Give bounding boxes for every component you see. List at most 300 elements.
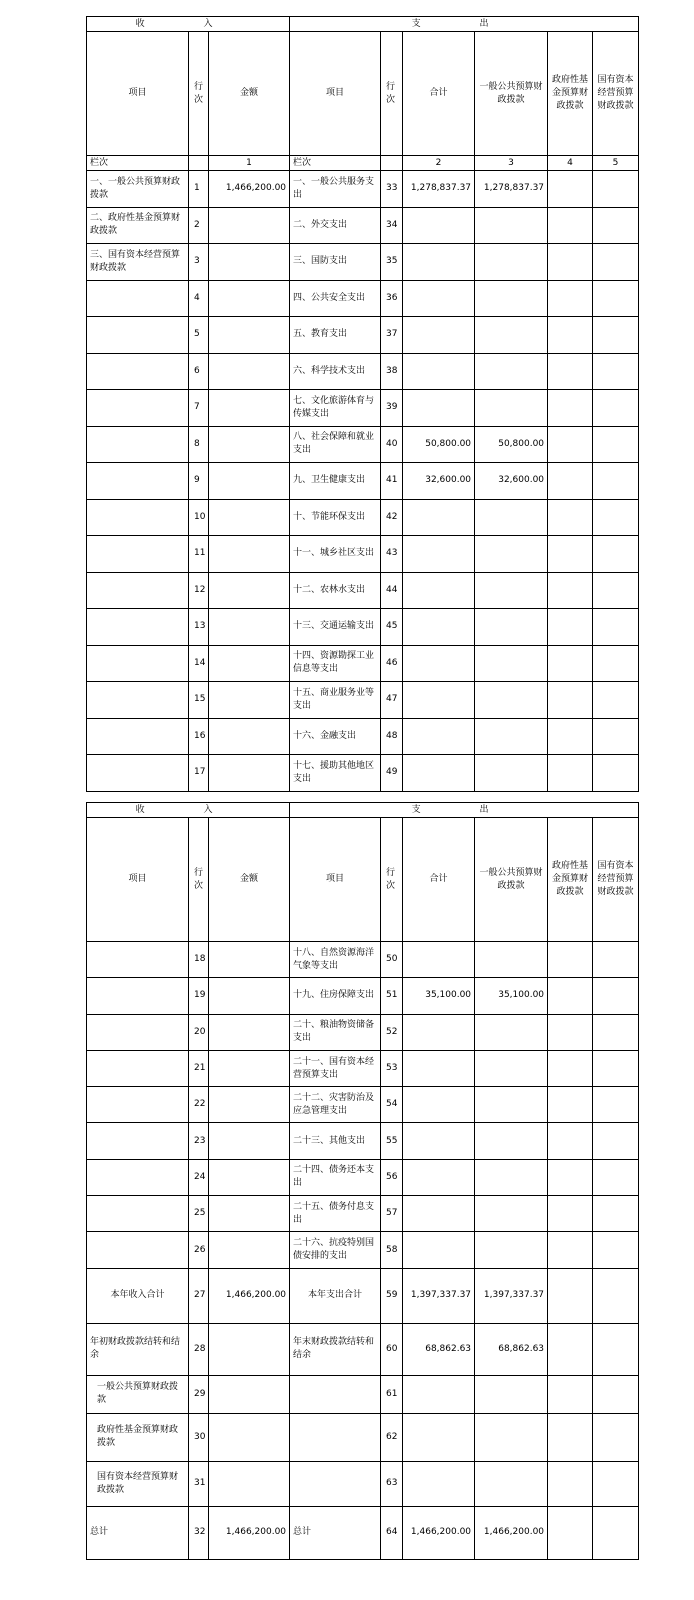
- state-capital-amount: [593, 609, 639, 646]
- income-row-number: 19: [189, 978, 209, 1014]
- income-row-number: 12: [189, 572, 209, 609]
- state-capital-amount: [593, 244, 639, 281]
- total-amount: [403, 244, 475, 281]
- income-item: [87, 1050, 189, 1086]
- state-capital-header: 国有资本经营预算财政拨款: [593, 818, 639, 942]
- general-budget-amount: [475, 1123, 548, 1159]
- total-amount: 32,600.00: [403, 463, 475, 500]
- expense-item: 二十三、其他支出: [290, 1123, 381, 1159]
- income-amount: [209, 609, 290, 646]
- total-amount: [403, 1159, 475, 1195]
- expense-header: 支 出: [290, 803, 639, 818]
- income-amount: [209, 1323, 290, 1375]
- general-budget-amount: [475, 353, 548, 390]
- amount-header: 金额: [209, 818, 290, 942]
- income-item: [87, 426, 189, 463]
- fund-budget-amount: [548, 1159, 593, 1195]
- general-budget-amount: [475, 682, 548, 719]
- income-row-number: 8: [189, 426, 209, 463]
- expense-row-number: 56: [381, 1159, 403, 1195]
- total-amount: [403, 942, 475, 978]
- income-item: [87, 1087, 189, 1123]
- fund-budget-amount: [548, 426, 593, 463]
- general-budget-amount: [475, 1014, 548, 1050]
- income-item: [87, 718, 189, 755]
- income-amount: [209, 1123, 290, 1159]
- expense-row-number: 63: [381, 1461, 403, 1506]
- income-item: 国有资本经营预算财政拨款: [87, 1461, 189, 1506]
- state-capital-amount: [593, 1461, 639, 1506]
- expense-row-number: 53: [381, 1050, 403, 1086]
- income-row-number: 6: [189, 353, 209, 390]
- income-row-number: 17: [189, 755, 209, 792]
- general-budget-amount: 50,800.00: [475, 426, 548, 463]
- income-row-number: 22: [189, 1087, 209, 1123]
- fund-budget-amount: [548, 207, 593, 244]
- total-amount: [403, 645, 475, 682]
- income-item: [87, 1123, 189, 1159]
- state-capital-amount: [593, 353, 639, 390]
- general-budget-amount: [475, 499, 548, 536]
- general-budget-amount: [475, 645, 548, 682]
- total-amount: 35,100.00: [403, 978, 475, 1014]
- income-amount: [209, 1413, 290, 1461]
- state-capital-amount: [593, 317, 639, 354]
- income-item-header: 项目: [87, 32, 189, 156]
- state-capital-amount: [593, 536, 639, 573]
- expense-item: 六、科学技术支出: [290, 353, 381, 390]
- fund-budget-amount: [548, 1050, 593, 1086]
- fund-budget-amount: [548, 353, 593, 390]
- expense-item: 五、教育支出: [290, 317, 381, 354]
- summary-rows: [87, 1268, 639, 1559]
- income-amount: [209, 718, 290, 755]
- income-amount: [209, 682, 290, 719]
- fund-budget-amount: [548, 171, 593, 208]
- amount-header: 金额: [209, 32, 290, 156]
- table-row: [87, 682, 639, 719]
- table-row: [87, 280, 639, 317]
- income-row-number: 32: [189, 1506, 209, 1559]
- total-amount: [403, 536, 475, 573]
- income-item: 二、政府性基金预算财政拨款: [87, 207, 189, 244]
- expense-item: 十四、资源勘探工业信息等支出: [290, 645, 381, 682]
- table-row: [87, 1268, 639, 1323]
- state-capital-amount: [593, 1232, 639, 1268]
- expense-item: 二十六、抗疫特别国债安排的支出: [290, 1232, 381, 1268]
- expense-row-number: 42: [381, 499, 403, 536]
- table-row: [87, 1506, 639, 1559]
- state-capital-amount: [593, 718, 639, 755]
- empty-cell: [381, 156, 403, 171]
- state-capital-amount: [593, 1050, 639, 1086]
- table-row: [87, 463, 639, 500]
- state-capital-amount: [593, 1014, 639, 1050]
- table-row: [87, 1087, 639, 1123]
- income-row-number: 14: [189, 645, 209, 682]
- expense-row-number: 43: [381, 536, 403, 573]
- income-amount: 1,466,200.00: [209, 171, 290, 208]
- expense-row-number: 58: [381, 1232, 403, 1268]
- expense-item: 八、社会保障和就业支出: [290, 426, 381, 463]
- table-row: [87, 1461, 639, 1506]
- expense-row-number: 33: [381, 171, 403, 208]
- rows-part2: [87, 942, 639, 1269]
- income-amount: [209, 280, 290, 317]
- state-capital-amount: [593, 207, 639, 244]
- expense-item: 总计: [290, 1506, 381, 1559]
- expense-row-number: 57: [381, 1196, 403, 1232]
- state-capital-amount: [593, 572, 639, 609]
- column-number-1: 1: [209, 156, 290, 171]
- income-row-number: 11: [189, 536, 209, 573]
- income-amount: [209, 645, 290, 682]
- income-item: [87, 609, 189, 646]
- table-row: [87, 1050, 639, 1086]
- income-item: 三、国有资本经营预算财政拨款: [87, 244, 189, 281]
- general-budget-amount: 1,278,837.37: [475, 171, 548, 208]
- expense-row-number: 41: [381, 463, 403, 500]
- income-item: [87, 645, 189, 682]
- income-header: 收 入: [87, 17, 290, 32]
- table-row: [87, 1323, 639, 1375]
- fund-budget-amount: [548, 1232, 593, 1268]
- table-row: [87, 317, 639, 354]
- expense-rowno-header: 行次: [381, 818, 403, 942]
- income-amount: [209, 317, 290, 354]
- general-budget-header: 一般公共预算财政拨款: [475, 818, 548, 942]
- income-row-number: 9: [189, 463, 209, 500]
- income-row-number: 7: [189, 390, 209, 427]
- table-row: [87, 1232, 639, 1268]
- fund-budget-amount: [548, 244, 593, 281]
- income-item: [87, 1232, 189, 1268]
- expense-item: 二、外交支出: [290, 207, 381, 244]
- general-budget-amount: [475, 1087, 548, 1123]
- total-amount: [403, 682, 475, 719]
- income-row-number: 25: [189, 1196, 209, 1232]
- table-row: [87, 536, 639, 573]
- table-row: [87, 1375, 639, 1413]
- income-row-number: 27: [189, 1268, 209, 1323]
- table-row: [87, 942, 639, 978]
- column-label-income: 栏次: [87, 156, 189, 171]
- income-amount: [209, 1159, 290, 1195]
- income-item: [87, 499, 189, 536]
- table-row: [87, 1413, 639, 1461]
- income-row-number: 10: [189, 499, 209, 536]
- total-header: 合计: [403, 32, 475, 156]
- state-capital-amount: [593, 1413, 639, 1461]
- expense-row-number: 61: [381, 1375, 403, 1413]
- general-budget-amount: [475, 244, 548, 281]
- income-amount: [209, 1232, 290, 1268]
- fund-budget-amount: [548, 1375, 593, 1413]
- expense-item: 十九、住房保障支出: [290, 978, 381, 1014]
- income-amount: 1,466,200.00: [209, 1506, 290, 1559]
- expense-row-number: 36: [381, 280, 403, 317]
- table-row: [87, 1123, 639, 1159]
- state-capital-amount: [593, 978, 639, 1014]
- expense-item: 二十一、国有资本经营预算支出: [290, 1050, 381, 1086]
- general-budget-amount: [475, 536, 548, 573]
- income-rowno-header: 行次: [189, 818, 209, 942]
- total-amount: 1,278,837.37: [403, 171, 475, 208]
- fund-budget-amount: [548, 942, 593, 978]
- income-row-number: 1: [189, 171, 209, 208]
- expense-row-number: 46: [381, 645, 403, 682]
- income-row-number: 2: [189, 207, 209, 244]
- expense-item-header: 项目: [290, 818, 381, 942]
- total-amount: [403, 1375, 475, 1413]
- income-amount: [209, 1087, 290, 1123]
- table-row: [87, 499, 639, 536]
- table-row: [87, 645, 639, 682]
- general-budget-amount: 35,100.00: [475, 978, 548, 1014]
- state-capital-amount: [593, 463, 639, 500]
- income-item: 总计: [87, 1506, 189, 1559]
- state-capital-amount: [593, 1268, 639, 1323]
- expense-item: 年末财政拨款结转和结余: [290, 1323, 381, 1375]
- total-amount: 50,800.00: [403, 426, 475, 463]
- income-item: [87, 942, 189, 978]
- income-row-number: 13: [189, 609, 209, 646]
- general-budget-amount: [475, 390, 548, 427]
- budget-table-part1: [86, 16, 639, 792]
- income-amount: [209, 942, 290, 978]
- expense-item: 十一、城乡社区支出: [290, 536, 381, 573]
- general-budget-amount: [475, 1050, 548, 1086]
- fund-budget-amount: [548, 1461, 593, 1506]
- income-item: [87, 755, 189, 792]
- table-row: [87, 353, 639, 390]
- column-number-3: 3: [475, 156, 548, 171]
- table-row: [87, 1196, 639, 1232]
- state-capital-amount: [593, 942, 639, 978]
- state-capital-amount: [593, 1196, 639, 1232]
- general-budget-amount: 1,397,337.37: [475, 1268, 548, 1323]
- expense-item: 七、文化旅游体育与传媒支出: [290, 390, 381, 427]
- general-budget-amount: 1,466,200.00: [475, 1506, 548, 1559]
- total-amount: [403, 609, 475, 646]
- fund-budget-amount: [548, 463, 593, 500]
- state-capital-amount: [593, 280, 639, 317]
- general-budget-amount: [475, 1413, 548, 1461]
- total-amount: 1,466,200.00: [403, 1506, 475, 1559]
- income-item: 政府性基金预算财政拨款: [87, 1413, 189, 1461]
- fund-budget-amount: [548, 1123, 593, 1159]
- expense-row-number: 60: [381, 1323, 403, 1375]
- expense-row-number: 64: [381, 1506, 403, 1559]
- expense-item: 十七、援助其他地区支出: [290, 755, 381, 792]
- expense-item: 一、一般公共服务支出: [290, 171, 381, 208]
- fund-budget-amount: [548, 1087, 593, 1123]
- expense-row-number: 35: [381, 244, 403, 281]
- fund-budget-amount: [548, 755, 593, 792]
- expense-item: 二十四、债务还本支出: [290, 1159, 381, 1195]
- income-item: [87, 572, 189, 609]
- expense-item: 十三、交通运输支出: [290, 609, 381, 646]
- income-row-number: 18: [189, 942, 209, 978]
- expense-item: [290, 1413, 381, 1461]
- income-amount: [209, 755, 290, 792]
- total-amount: [403, 1014, 475, 1050]
- total-amount: [403, 718, 475, 755]
- expense-row-number: 54: [381, 1087, 403, 1123]
- fund-budget-amount: [548, 645, 593, 682]
- total-amount: [403, 1232, 475, 1268]
- expense-row-number: 49: [381, 755, 403, 792]
- income-amount: [209, 572, 290, 609]
- fund-budget-amount: [548, 1413, 593, 1461]
- general-budget-amount: [475, 1232, 548, 1268]
- total-amount: [403, 1413, 475, 1461]
- income-item-header: 项目: [87, 818, 189, 942]
- fund-budget-amount: [548, 1506, 593, 1559]
- total-amount: [403, 317, 475, 354]
- expense-item: 九、卫生健康支出: [290, 463, 381, 500]
- budget-table-part2: [86, 802, 639, 1560]
- column-label-expense: 栏次: [290, 156, 381, 171]
- income-header: 收 入: [87, 803, 290, 818]
- state-capital-amount: [593, 645, 639, 682]
- expense-row-number: 62: [381, 1413, 403, 1461]
- income-item: 一、一般公共预算财政拨款: [87, 171, 189, 208]
- total-amount: [403, 207, 475, 244]
- income-row-number: 30: [189, 1413, 209, 1461]
- total-amount: 68,862.63: [403, 1323, 475, 1375]
- expense-row-number: 40: [381, 426, 403, 463]
- income-row-number: 23: [189, 1123, 209, 1159]
- income-item: [87, 463, 189, 500]
- expense-item: 三、国防支出: [290, 244, 381, 281]
- total-amount: [403, 499, 475, 536]
- fund-budget-amount: [548, 1196, 593, 1232]
- fund-budget-header: 政府性基金预算财政拨款: [548, 32, 593, 156]
- expense-item-header: 项目: [290, 32, 381, 156]
- table-row: [87, 1014, 639, 1050]
- total-amount: [403, 1050, 475, 1086]
- general-budget-amount: [475, 1375, 548, 1413]
- header-part2: [87, 803, 639, 942]
- income-amount: [209, 426, 290, 463]
- income-item: [87, 1196, 189, 1232]
- general-budget-amount: 32,600.00: [475, 463, 548, 500]
- general-budget-amount: [475, 207, 548, 244]
- expense-row-number: 44: [381, 572, 403, 609]
- table-row: [87, 207, 639, 244]
- expense-row-number: 48: [381, 718, 403, 755]
- general-budget-amount: [475, 755, 548, 792]
- total-amount: [403, 1196, 475, 1232]
- state-capital-amount: [593, 499, 639, 536]
- table-row: [87, 572, 639, 609]
- table-row: [87, 755, 639, 792]
- header-part1: [87, 17, 639, 171]
- income-item: 本年收入合计: [87, 1268, 189, 1323]
- general-budget-amount: [475, 609, 548, 646]
- income-row-number: 15: [189, 682, 209, 719]
- general-budget-amount: [475, 718, 548, 755]
- state-capital-amount: [593, 1087, 639, 1123]
- income-amount: [209, 463, 290, 500]
- state-capital-amount: [593, 390, 639, 427]
- state-capital-amount: [593, 1159, 639, 1195]
- table-row: [87, 609, 639, 646]
- total-amount: [403, 353, 475, 390]
- income-row-number: 16: [189, 718, 209, 755]
- state-capital-amount: [593, 1375, 639, 1413]
- income-amount: [209, 390, 290, 427]
- total-amount: [403, 1461, 475, 1506]
- table-row: [87, 171, 639, 208]
- income-row-number: 31: [189, 1461, 209, 1506]
- state-capital-amount: [593, 682, 639, 719]
- expense-row-number: 55: [381, 1123, 403, 1159]
- general-budget-amount: [475, 942, 548, 978]
- income-row-number: 24: [189, 1159, 209, 1195]
- fund-budget-amount: [548, 609, 593, 646]
- total-header: 合计: [403, 818, 475, 942]
- income-row-number: 3: [189, 244, 209, 281]
- expense-row-number: 51: [381, 978, 403, 1014]
- income-item: 一般公共预算财政拨款: [87, 1375, 189, 1413]
- fund-budget-amount: [548, 280, 593, 317]
- total-amount: [403, 1123, 475, 1159]
- state-capital-amount: [593, 1506, 639, 1559]
- fund-budget-amount: [548, 536, 593, 573]
- income-row-number: 26: [189, 1232, 209, 1268]
- expense-item: 二十五、债务付息支出: [290, 1196, 381, 1232]
- total-amount: [403, 755, 475, 792]
- expense-header: 支 出: [290, 17, 639, 32]
- empty-cell: [189, 156, 209, 171]
- fund-budget-amount: [548, 499, 593, 536]
- income-amount: [209, 1050, 290, 1086]
- income-amount: 1,466,200.00: [209, 1268, 290, 1323]
- income-amount: [209, 1461, 290, 1506]
- income-item: [87, 682, 189, 719]
- expense-row-number: 37: [381, 317, 403, 354]
- income-amount: [209, 207, 290, 244]
- column-number-2: 2: [403, 156, 475, 171]
- expense-row-number: 52: [381, 1014, 403, 1050]
- income-item: [87, 1159, 189, 1195]
- expense-item: 二十、粮油物资储备支出: [290, 1014, 381, 1050]
- state-capital-amount: [593, 1323, 639, 1375]
- income-row-number: 21: [189, 1050, 209, 1086]
- general-budget-amount: [475, 1196, 548, 1232]
- table-row: [87, 426, 639, 463]
- general-budget-amount: [475, 280, 548, 317]
- expense-item: 十二、农林水支出: [290, 572, 381, 609]
- expense-row-number: 38: [381, 353, 403, 390]
- state-capital-amount: [593, 1123, 639, 1159]
- income-amount: [209, 499, 290, 536]
- state-capital-amount: [593, 426, 639, 463]
- income-row-number: 5: [189, 317, 209, 354]
- expense-item: 十六、金融支出: [290, 718, 381, 755]
- fund-budget-amount: [548, 1014, 593, 1050]
- income-item: [87, 353, 189, 390]
- income-row-number: 20: [189, 1014, 209, 1050]
- expense-row-number: 39: [381, 390, 403, 427]
- fund-budget-amount: [548, 1323, 593, 1375]
- income-item: [87, 390, 189, 427]
- table-row: [87, 244, 639, 281]
- fund-budget-amount: [548, 390, 593, 427]
- fund-budget-amount: [548, 718, 593, 755]
